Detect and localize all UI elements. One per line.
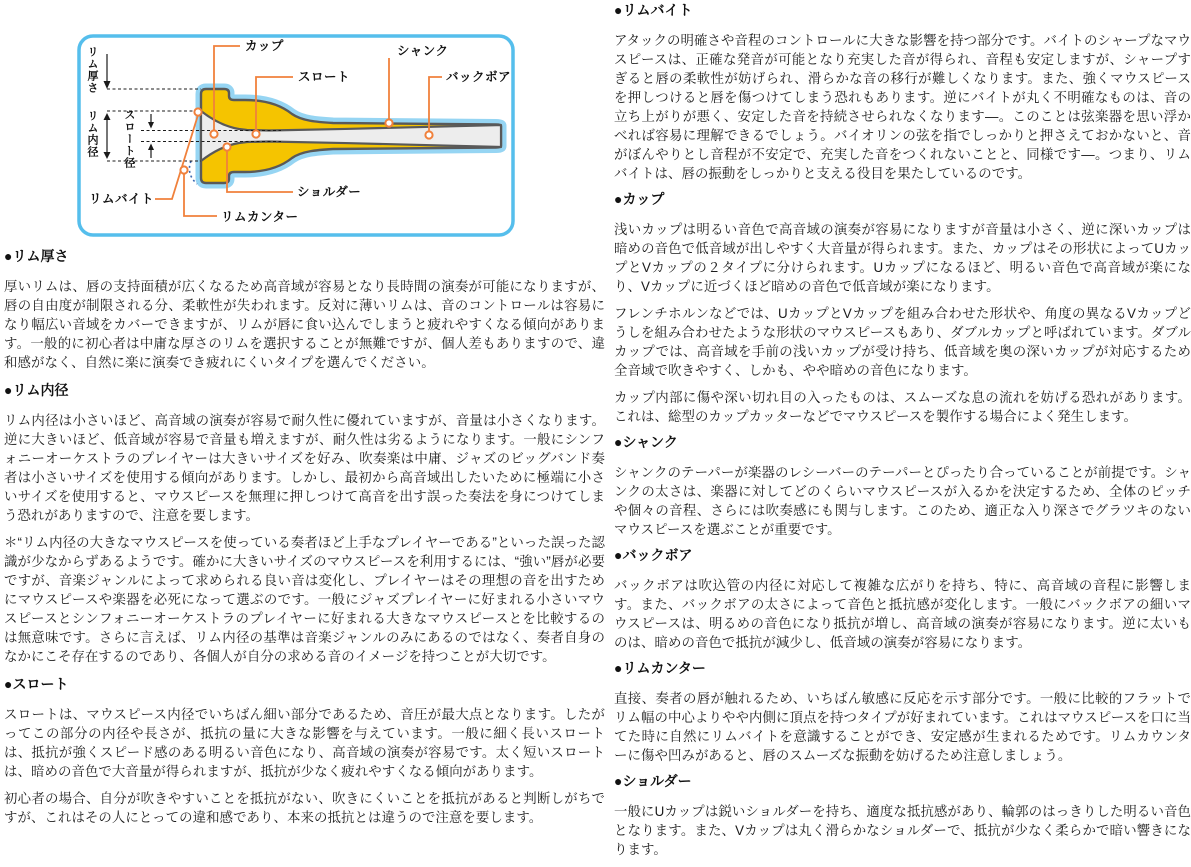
paragraph: バックボアは吹込管の内径に対応して複雑な広がりを持ち、特に、高音域の音程に影響します。また、バックボアの太さによって音色と抵抗感が変化します。一般にバックボアの細いマウスピースは、明るめの音色になり抵抗が増し、高音域の演奏が容易になります。逆に太いものは、暗めの音色で抵抗が減少し、低音域の演奏が容易になります。 xyxy=(614,578,1191,650)
label-shank: シャンク xyxy=(397,44,449,58)
section-heading-rim-bite: ●リムバイト xyxy=(614,2,693,18)
paragraph: アタックの明確さや音程のコントロールに大きな影響を持つ部分です。バイトのシャープなマウスピースは、正確な発音が可能となり充実した音が得られ、音程も安定しますが、シャープすぎると唇の柔軟性が妨げられ、滑らかな音の移行が難しくなります。また、強くマウスピースを押しつけると唇を傷つけてしまう恐れもあります。逆にバイトが丸く不明確なものは、音の立ち上がりが悪く、安定した音を持続させられなくなります―。このことは弦楽器を思い浮かべれば容易に理解できるでしょう。バイオリンの弦を指でしっかりと押さえておかないと、音がぼんやりとし音程が不安定で、充実した音をつくれないことと、同様です―。つまり、リムバイトは、唇の振動をしっかりと支える役目を果たしているのです。 xyxy=(614,33,1191,181)
section-heading-shank: ●シャンク xyxy=(614,434,678,450)
paragraph: 浅いカップは明るい音色で高音域の演奏が容易になりますが音量は小さく、逆に深いカップは暗めの音色で低音域が出しやすく大音量が得られます。また、カップはその形状によってUカップとVカップの２タイプに分けられます。Uカップになるほど、明るい音色で高音域が楽になり、Vカップに近づくほど暗めの音色で低音域が楽になります。 xyxy=(614,222,1191,294)
section-heading-shoulder: ●ショルダー xyxy=(614,773,692,789)
label-throat: スロート xyxy=(298,70,351,84)
paragraph: シャンクのテーパーが楽器のレシーバーのテーパーとぴったり合っていることが前提です。シャンクの太さは、楽器に対してどのくらいマウスピースが入るかを決定するため、全体のピッチや個々の音程、さらには吹奏感にも関与します。このため、適正な入り深さでグラツキのないマウスピースを選ぶことが重要です。 xyxy=(614,465,1191,537)
section-heading-backbore: ●バックボア xyxy=(614,547,693,563)
section-heading-cup: ●カップ xyxy=(614,191,665,207)
section-cup xyxy=(614,191,1191,426)
section-heading-rim-inner-diameter: ●リム内径 xyxy=(4,382,69,398)
section-rim-inner-diameter xyxy=(4,382,605,666)
left-column xyxy=(4,0,605,867)
section-shank xyxy=(614,434,1191,539)
section-rim-bite xyxy=(614,2,1191,183)
label-throat-diameter: スロート径 xyxy=(123,109,135,169)
section-rim-contour xyxy=(614,660,1191,765)
right-column xyxy=(614,0,1191,867)
section-shoulder xyxy=(614,773,1191,859)
section-backbore xyxy=(614,547,1191,652)
label-shoulder: ショルダー xyxy=(297,185,362,199)
section-rim-thickness xyxy=(4,248,605,372)
label-rim-bite: リムバイト xyxy=(89,192,155,206)
section-throat xyxy=(4,676,605,827)
paragraph: フレンチホルンなどでは、UカップとVカップを組み合わせた形状や、角度の異なるVカップどうしを組み合わせたような形状のマウスピースもあり、ダブルカップと呼ばれています。ダブルカップでは、高音域を手前の浅いカップが受け持ち、低音域を奥の深いカップが対応するため全音域で吹きやすく、しかも、やや暗めの音色になります。 xyxy=(614,306,1191,378)
paragraph: 一般にUカップは鋭いショルダーを持ち、適度な抵抗感があり、輪郭のはっきりした明るい音色となります。また、Vカップは丸く滑らかなショルダーで、抵抗が少なく柔らかで暗い響きになります。 xyxy=(614,804,1191,857)
section-heading-rim-contour: ●リムカンター xyxy=(614,660,706,676)
section-heading-throat: ●スロート xyxy=(4,676,69,692)
paragraph: カップ内部に傷や深い切れ目の入ったものは、スムーズな息の流れを妨げる恐れがあります。これは、総型のカップカッターなどでマウスピースを製作する場合によく発生します。 xyxy=(614,390,1191,424)
paragraph: 厚いリムは、唇の支持面積が広くなるため高音域が容易となり長時間の演奏が可能になりますが、唇の自由度が制限される分、柔軟性が失われます。反対に薄いリムは、音のコントロールは容易になり幅広い音域をカバーできますが、リムが唇に食い込んでしまうと疲れやすくなる傾向があります。一般的に初心者は中庸な厚さのリムを選択することが無難ですが、個人差もありますので、違和感がなく、自然に楽に演奏でき疲れにくいタイプを選んでください。 xyxy=(4,279,605,370)
label-rim-contour: リムカンター xyxy=(221,210,299,224)
mouthpiece-diagram xyxy=(77,34,517,238)
paragraph: スロートは、マウスピース内径でいちばん細い部分であるため、音圧が最大点となります。したがってこの部分の内径や長さが、抵抗の量に大きな影響を与えています。一般に細く長いスロートは、抵抗が強くスピード感のある明るい音色になり、高音域の演奏が容易です。太く短いスロートは、暗めの音色で大音量が得られますが、抵抗が少なく疲れやすくなる傾向があります。 xyxy=(4,707,605,779)
paragraph: 初心者の場合、自分が吹きやすいことを抵抗がない、吹きにくいことを抵抗があると判断しがちですが、これはその人にとっての違和感であり、本来の抵抗とは違うので注意を要します。 xyxy=(4,791,605,825)
label-cup: カップ xyxy=(245,39,284,53)
paragraph: ＊“リム内径の大きなマウスピースを使っている奏者ほど上手なプレイヤーである”といった誤った認識が少なからずあるようです。確かに大きいサイズのマウスピースを利用するには、“強い”唇が必要ですが、音楽ジャンルによって求められる良い音は変化し、プレイヤーはその理想の音を出すためにマウスピースや楽器を必死になって選ぶのです。一般にジャズプレイヤーに好まれる小さいマウスピースとシンフォニーオーケストラのプレイヤーに好まれる大きなマウスピースとを比較するのは無意味です。さらに言えば、リム内径の基準は音楽ジャンルのみにあるのではなく、奏者自身のなかにこそ存在するのであり、各個人が自分の求める音のイメージを持つことが大切です。 xyxy=(4,535,605,664)
label-rim-thickness: リム厚さ xyxy=(86,46,98,94)
paragraph: リム内径は小さいほど、高音域の演奏が容易で耐久性に優れていますが、音量は小さくなります。逆に大きいほど、低音域が容易で音量も増えますが、耐久性は劣るようになります。一般にシンフォニーオーケストラのプレイヤーは大きいサイズを好み、吹奏楽は中庸、ジャズのビッグバンド奏者は小さいサイズを使用する傾向があります。しかし、最初から高音域出したいために極端に小さいサイズを使用すると、マウスピースを無理に押しつけて高音を出す誤った奏法を身につけてしまう恐れがありますので、注意を要します。 xyxy=(4,413,605,523)
label-rim-inner-diameter: リム内径 xyxy=(86,110,98,158)
paragraph: 直接、奏者の唇が触れるため、いちばん敏感に反応を示す部分です。一般に比較的フラットでリム幅の中心よりやや内側に頂点を持つタイプが好まれています。これはマウスピースを口に当てた時に自然にリムバイトを意識することができ、安定感が生まれるためです。リムカウンターに傷や凹みがあると、唇のスムーズな振動を妨げるため注意しましょう。 xyxy=(614,691,1191,763)
section-heading-rim-thickness: ●リム厚さ xyxy=(4,248,69,264)
label-backbore: バックボア xyxy=(446,70,512,84)
mouthpiece-cross-section-illustration xyxy=(77,34,517,238)
